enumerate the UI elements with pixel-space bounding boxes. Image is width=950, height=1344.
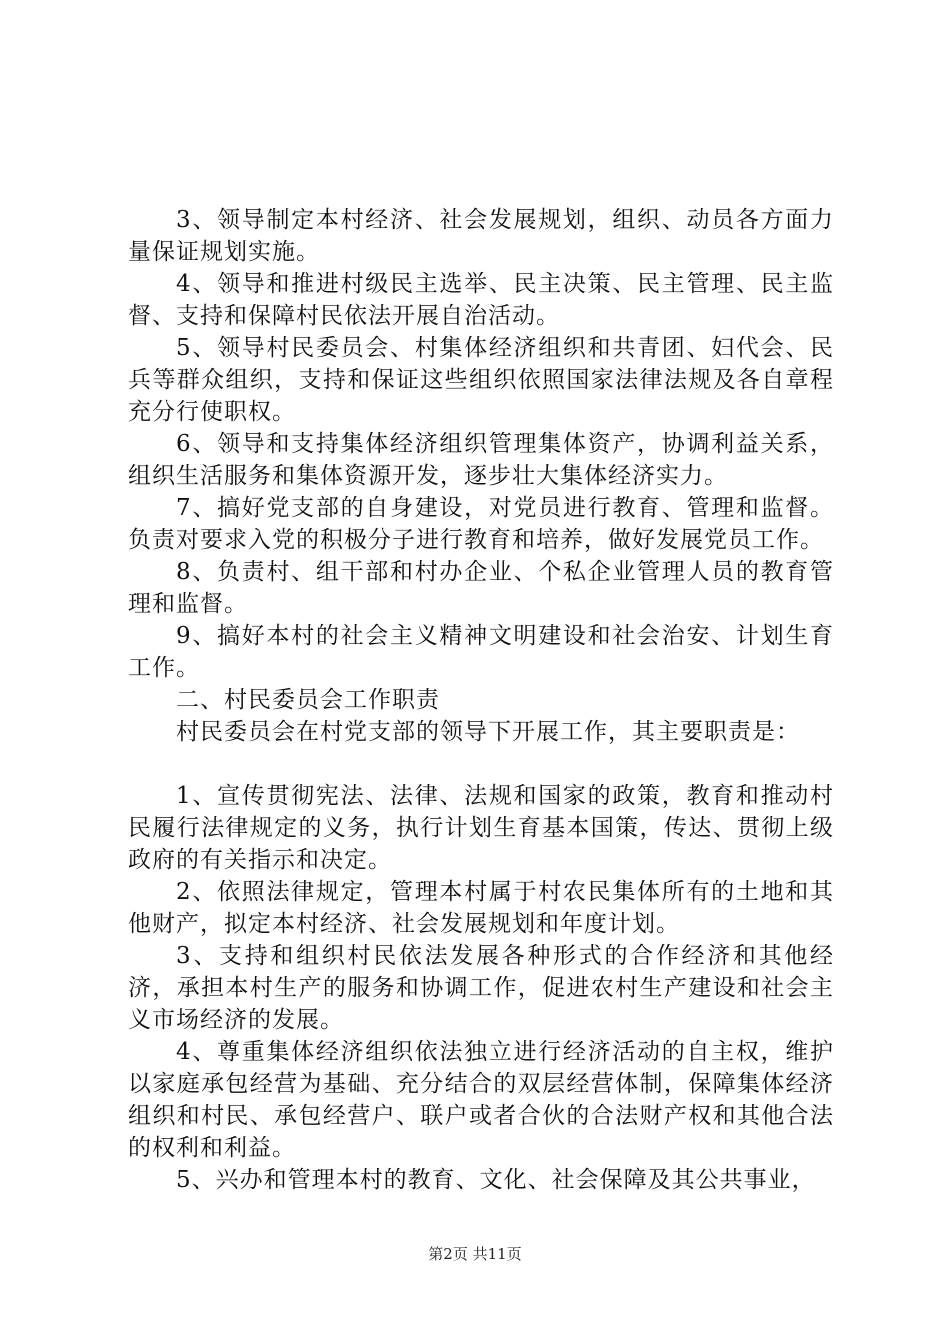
document-body	[128, 204, 834, 1196]
section-heading-villagers-committee: 二、村民委员会工作职责	[176, 687, 440, 713]
paragraph-party-duty-8: 8、负责村、组干部和村办企业、个私企业管理人员的教育管理和监督。	[128, 559, 834, 617]
paragraph-party-duty-3: 3、领导制定本村经济、社会发展规划，组织、动员各方面力量保证规划实施。	[128, 207, 834, 265]
paragraph-committee-duty-4: 4、尊重集体经济组织依法独立进行经济活动的自主权，维护以家庭承包经营为基础、充分结合的双层经营体制，保障集体经济组织和村民、承包经营户、联户或者合伙的合法财产权和其他合法的权利和利益。	[128, 1039, 834, 1161]
paragraph-committee-intro: 村民委员会在村党支部的领导下开展工作，其主要职责是：	[176, 719, 800, 745]
paragraph-committee-duty-1: 1、宣传贯彻宪法、法律、法规和国家的政策，教育和推动村民履行法律规定的义务，执行计划生育基本国策，传达、贯彻上级政府的有关指示和决定。	[128, 783, 834, 873]
page-number-footer: 第2页 共11页	[428, 1245, 522, 1263]
paragraph-party-duty-4: 4、领导和推进村级民主选举、民主决策、民主管理、民主监督、支持和保障村民依法开展自治活动。	[128, 271, 834, 329]
paragraph-committee-duty-3: 3、支持和组织村民依法发展各种形式的合作经济和其他经济，承担本村生产的服务和协调工作，促进农村生产建设和社会主义市场经济的发展。	[128, 943, 834, 1033]
paragraph-party-duty-6: 6、领导和支持集体经济组织管理集体资产，协调利益关系，组织生活服务和集体资源开发，逐步壮大集体经济实力。	[128, 431, 834, 489]
paragraph-party-duty-9: 9、搞好本村的社会主义精神文明建设和社会治安、计划生育工作。	[128, 623, 834, 681]
paragraph-committee-duty-5: 5、兴办和管理本村的教育、文化、社会保障及其公共事业，	[176, 1167, 816, 1193]
paragraph-committee-duty-2: 2、依照法律规定，管理本村属于村农民集体所有的土地和其他财产，拟定本村经济、社会发展规划和年度计划。	[128, 879, 834, 937]
paragraph-party-duty-5: 5、领导村民委员会、村集体经济组织和共青团、妇代会、民兵等群众组织，支持和保证这些组织依照国家法律法规及各自章程充分行使职权。	[128, 335, 834, 425]
paragraph-party-duty-7: 7、搞好党支部的自身建设，对党员进行教育、管理和监督。负责对要求入党的积极分子进行教育和培养，做好发展党员工作。	[128, 495, 834, 553]
